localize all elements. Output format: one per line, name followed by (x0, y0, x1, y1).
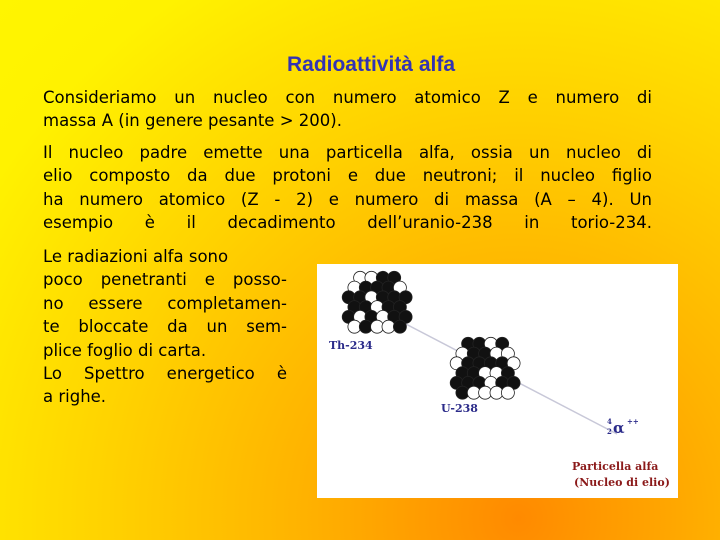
th-234-label: Th-234 (329, 339, 373, 352)
alpha-atomic-number: 2 (607, 427, 612, 436)
paragraph-line: no essere completamen- (43, 293, 287, 313)
paragraph-line: Consideriamo un nucleo con numero atomico Z e numero di (43, 88, 652, 107)
alpha-decay-figure (317, 264, 678, 498)
alpha-mass-number: 4 (607, 417, 612, 426)
paragraph-properties (43, 245, 287, 409)
paragraph-line: elio composto da due protoni e due neutroni; il nucleo figlio (43, 166, 652, 186)
paragraph-line: a righe. (43, 387, 107, 407)
paragraph-intro (43, 86, 652, 133)
paragraph-line: massa A (in genere pesante > 200). (43, 111, 342, 131)
alpha-charge: ++ (627, 417, 639, 426)
paragraph-line: Le radiazioni alfa sono (43, 247, 229, 266)
alpha-decay-diagram (317, 264, 678, 498)
paragraph-line: Lo Spettro energetico è (43, 364, 287, 384)
paragraph-line: te bloccate da un sem- (43, 317, 287, 337)
u-238-nucleus (450, 337, 520, 399)
paragraph-line: Il nucleo padre emette una particella alfa, ossia un nucleo di (43, 143, 652, 162)
alpha-caption-subtitle: (Nucleo di elio) (574, 476, 670, 489)
neutron (501, 386, 514, 399)
paragraph-line: plice foglio di carta. (43, 340, 207, 360)
paragraph-line: ha numero atomico (Z - 2) e numero di massa (A – 4). Un (43, 189, 652, 209)
paragraph-decay (43, 141, 652, 235)
paragraph-line: poco penetranti e posso- (43, 270, 287, 290)
u-238-label: U-238 (441, 402, 478, 415)
alpha-symbol: α (613, 419, 625, 437)
alpha-caption-title: Particella alfa (572, 460, 659, 473)
proton (393, 320, 406, 333)
slide-title: Radioattività alfa (286, 53, 456, 76)
paragraph-line: esempio è il decadimento dell’uranio-238 in torio-234. (43, 213, 652, 233)
th-234-nucleus (342, 271, 412, 333)
